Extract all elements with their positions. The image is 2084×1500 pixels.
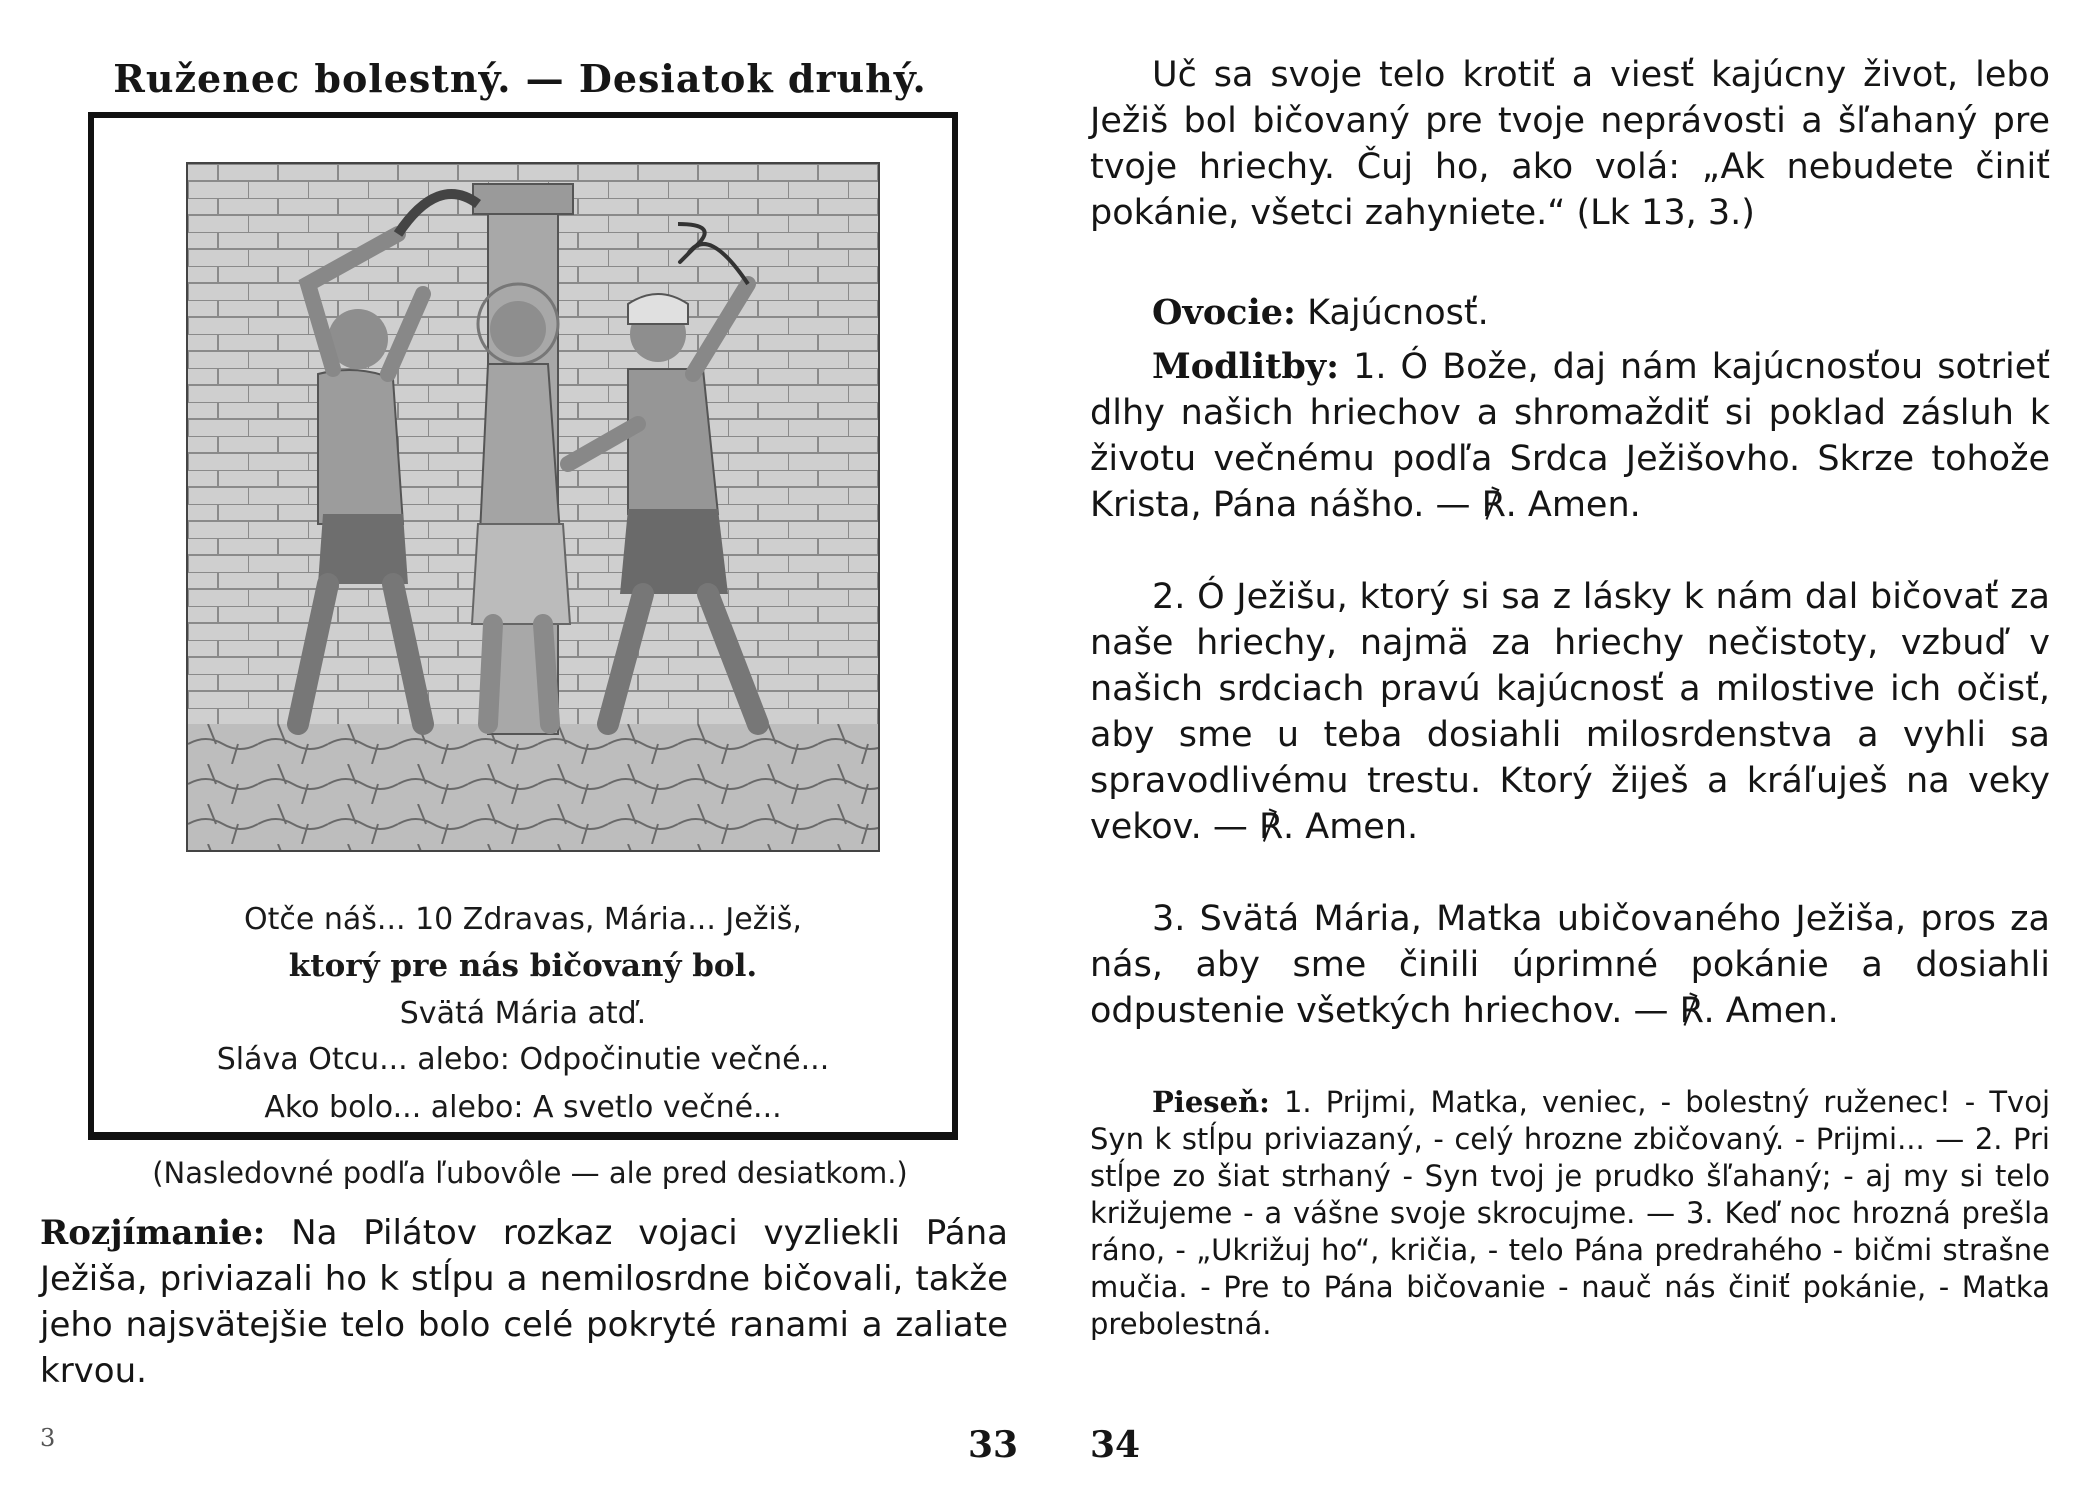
prayer-3-paragraph — [1090, 896, 2050, 1034]
page-number-left: 33 — [968, 1424, 1019, 1466]
prayer-line-1: Otče náš... 10 Zdravas, Mária... Ježiš, — [244, 902, 802, 937]
prayer-line-4: Sláva Otcu... alebo: Odpočinutie večné... — [216, 1042, 830, 1077]
meditation-text: Na Pilátov rozkaz vojaci vyzliekli Pána Ježiša, priviazali ho k stĺpu a nemilosrdne bičovali, takže jeho najsvätejšie telo bolo celé pokryté ranami a zaliate krvou. — [40, 1213, 1009, 1391]
prayer-line-5: Ako bolo... alebo: A svetlo večné... — [264, 1090, 782, 1125]
prayer-2-text: 2. Ó Ježišu, ktorý si sa z lásky k nám dal bičovať za naše hriechy, najmä za hriechy nečistoty, vzbuď v našich srdciach pravú kajúcnosť a milostive ich očisť, aby sme u teba dosiahli milosrdenstva a vyhli sa spravodlivému trestu. Ktorý žiješ a kráľuješ na veky vekov. — ℟. Amen. — [1090, 577, 2050, 847]
meditation-paragraph — [40, 1210, 1008, 1394]
prayer-frame — [88, 112, 958, 1140]
prayer-1-paragraph — [1090, 344, 2050, 528]
prayers-label: Modlitby: — [1152, 346, 1340, 387]
note-line: (Nasledovné podľa ľubovôle — ale pred desiatkom.) — [152, 1156, 908, 1190]
song-label: Pieseň: — [1152, 1085, 1270, 1119]
corner-mark: 3 — [40, 1424, 56, 1452]
prayer-2-paragraph — [1090, 574, 2050, 850]
song-text: 1. Prijmi, Matka, veniec, - bolestný ruženec! - Tvoj Syn k stĺpu priviazaný, - celý hrozne zbičovaný. - Prijmi... — 2. Pri stĺpe zo šiat strhaný - Syn tvoj je prudko šľahaný; - aj my si telo križujeme - a vášne svoje skrocujme. — 3. Keď noc hrozná prešla ráno, - „Ukrižuj ho“, kričia, - telo Pána predrahého - bičmi strašne mučia. - Pre to Pána bičovanie - nauč nás činiť pokánie, - Matka prebolestná. — [1090, 1085, 2051, 1341]
right-page — [1060, 0, 2084, 1500]
fruit-paragraph — [1090, 290, 2050, 336]
fruit-label: Ovocie: — [1152, 292, 1296, 333]
meditation-label: Rozjímanie: — [40, 1213, 266, 1253]
prayer-1-text: 1. Ó Bože, daj nám kajúcnosťou sotrieť dlhy našich hriechov a shromaždiť si poklad zásluh k životu večnému podľa Srdca Ježišovho. Skrze tohože Krista, Pána nášho. — ℟. Amen. — [1090, 347, 2050, 525]
prayer-3-text: 3. Svätá Mária, Matka ubičovaného Ježiša, pros za nás, aby sme činili úprimné pokánie a dosiahli odpustenie všetkých hriechov. — ℟. Amen. — [1090, 899, 2050, 1031]
intro-paragraph — [1090, 52, 2050, 236]
illustration-engraving — [188, 164, 878, 850]
flagellation-illustration — [186, 162, 880, 852]
page-header: Ruženec bolestný. — Desiatok druhý. — [113, 56, 927, 101]
song-paragraph — [1090, 1084, 2050, 1343]
intro-text: Uč sa svoje telo krotiť a viesť kajúcny život, lebo Ježiš bol bičovaný pre tvoje neprávosti a šľahaný pre tvoje hriechy. Čuj ho, ako volá: „Ak nebudete činiť pokánie, všetci zahyniete.“ (Lk 13, 3.) — [1090, 55, 2050, 233]
fruit-text: Kajúcnosť. — [1307, 293, 1489, 333]
page-number-right: 34 — [1090, 1424, 1141, 1466]
prayer-line-3: Svätá Mária atď. — [399, 996, 647, 1031]
prayer-line-2: ktorý pre nás bičovaný bol. — [288, 948, 758, 984]
